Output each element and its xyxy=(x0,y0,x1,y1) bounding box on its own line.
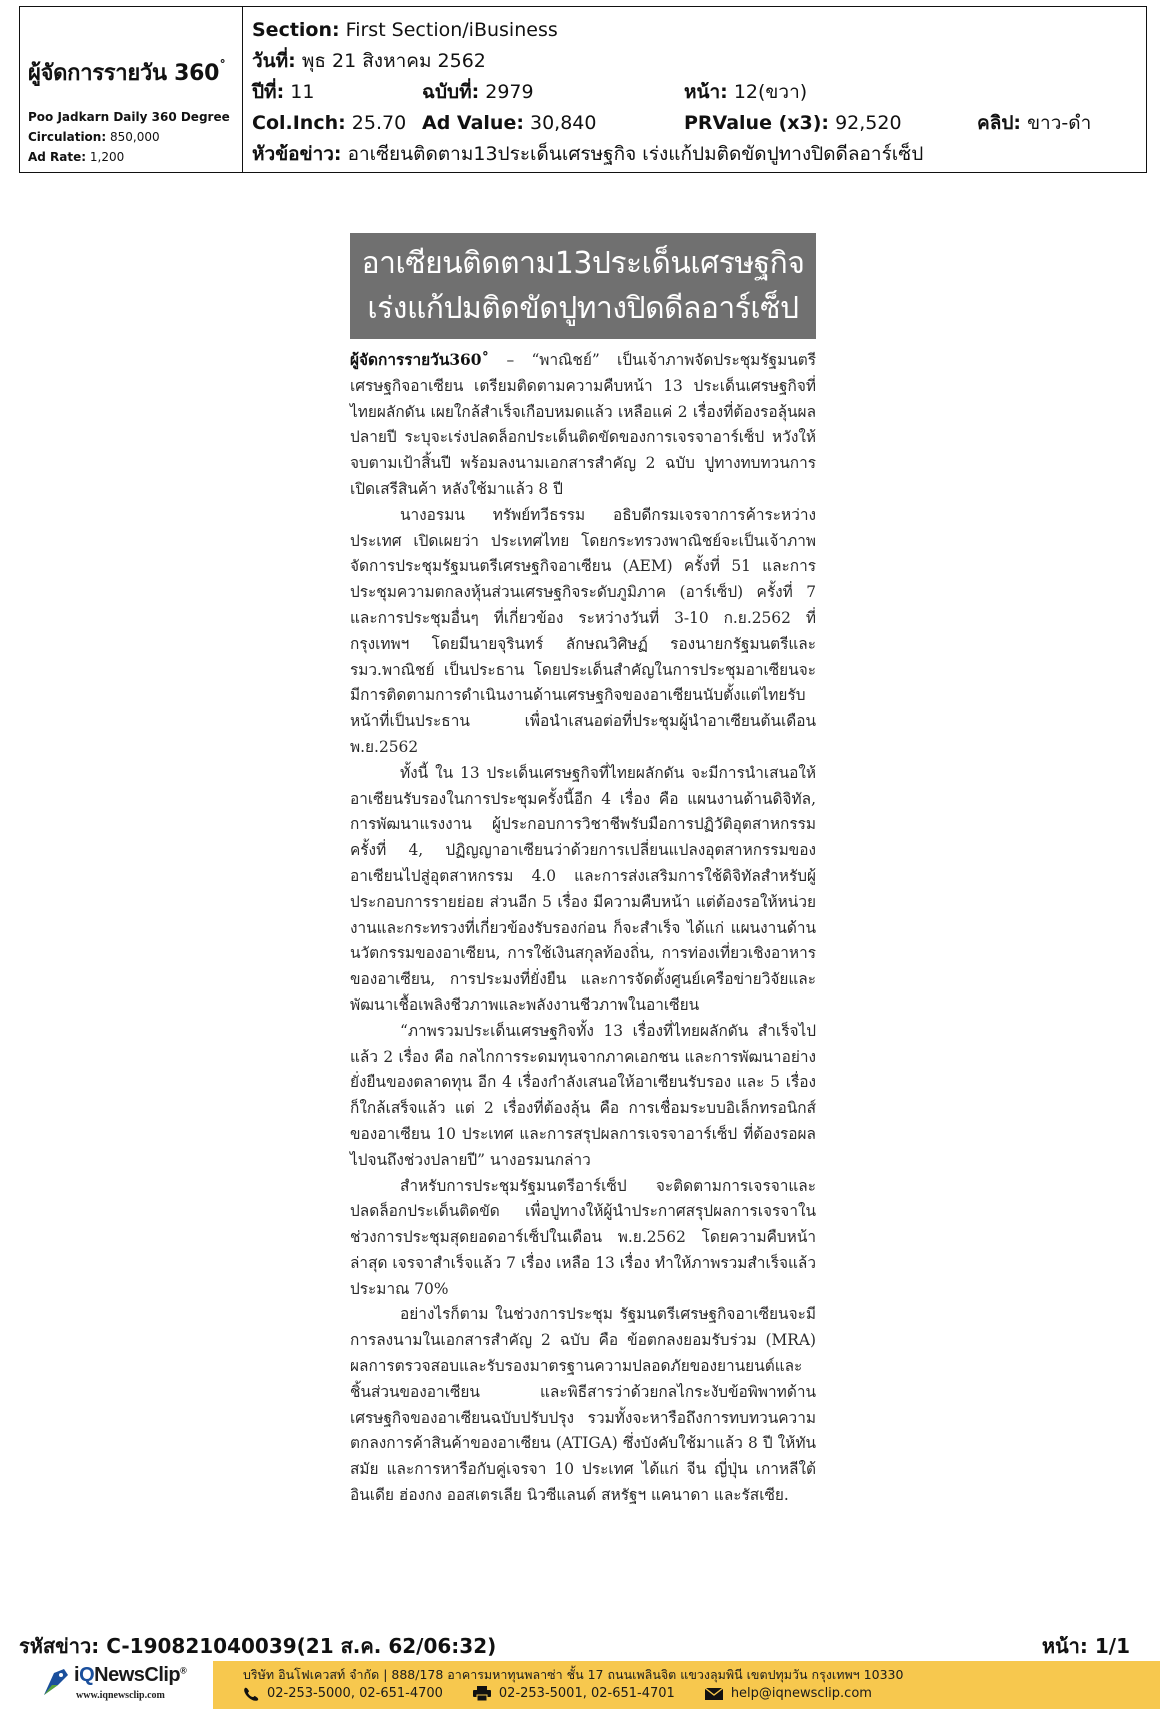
ad-rate xyxy=(28,150,242,164)
logo-q: Q xyxy=(79,1664,95,1686)
publication-degree: ˚ xyxy=(219,59,226,76)
printer-icon xyxy=(473,1686,491,1701)
article-title-line-2: เร่งแก้ปมติดขัดปูทางปิดดีลอาร์เซ็ป xyxy=(367,291,799,326)
clip-metadata-panel xyxy=(243,7,1146,172)
circulation xyxy=(28,130,242,144)
circulation-label: Circulation: xyxy=(28,130,107,144)
article-title-line-1: อาเซียนติดตาม13ประเด็นเศรษฐกิจ xyxy=(361,246,805,281)
company-info xyxy=(213,1661,1160,1709)
date-label: วันที่: xyxy=(252,50,296,72)
pen-nib-logo-icon xyxy=(42,1667,72,1697)
headline-label: หัวข้อข่าว: xyxy=(252,143,342,165)
clip-type-value: ขาว-ดำ xyxy=(1027,112,1092,134)
advalue-value: 30,840 xyxy=(529,112,597,134)
publication-name-text: ผู้จัดการรายวัน 360 xyxy=(28,61,220,86)
clip-type-cell xyxy=(977,108,1091,139)
issue-value: 2979 xyxy=(485,81,534,103)
logo-i: i xyxy=(74,1664,80,1686)
email-address[interactable]: help@iqnewsclip.com xyxy=(730,1686,872,1701)
ad-rate-value: 1,200 xyxy=(89,150,125,164)
section-row xyxy=(252,15,1146,46)
prvalue-label: PRValue (x3): xyxy=(684,112,830,134)
headline-value: อาเซียนติดตาม13ประเด็นเศรษฐกิจ เร่งแก้ปมติดขัดปูทางปิดดีลอาร์เซ็ป xyxy=(347,143,924,165)
publication-panel xyxy=(20,7,243,172)
phone-number: 02-253-5000, 02-651-4700 xyxy=(267,1686,443,1701)
colinch-label: Col.Inch: xyxy=(252,112,346,134)
logo-rest: NewsClip xyxy=(94,1664,181,1686)
advalue-cell xyxy=(422,108,596,139)
date-row xyxy=(252,46,1146,77)
phone-contact xyxy=(243,1686,443,1701)
circulation-value: 850,000 xyxy=(109,130,160,144)
year-label: ปีที่: xyxy=(252,81,285,103)
iqnewsclip-logo[interactable] xyxy=(0,1661,213,1709)
year-cell xyxy=(252,77,314,108)
byline: ผู้จัดการรายวัน360˚ xyxy=(350,351,490,369)
publication-name xyxy=(28,55,242,90)
logo-wordmark xyxy=(74,1664,186,1687)
issue-cell xyxy=(422,77,534,108)
news-code: รหัสข่าว: C-190821040039(21 ส.ค. 62/06:32) xyxy=(19,1634,497,1658)
prvalue-cell xyxy=(684,108,902,139)
colinch-cell xyxy=(252,108,406,139)
fax-number: 02-253-5001, 02-651-4701 xyxy=(498,1686,675,1701)
headline-row xyxy=(252,139,1146,170)
logo-registered-mark: ® xyxy=(180,1665,187,1676)
article-paragraph: นางอรมน ทรัพย์ทวีธรรม อธิบดีกรมเจรจาการค้าระหว่างประเทศ เปิดเผยว่า ประเทศไทย โดยกระทรวงพาณิชย์จะเป็นเจ้าภาพจัดการประชุมรัฐมนตรีเศรษฐกิจอาเซียน (AEM) ครั้งที่ 51 และการประชุมความตกลงหุ้นส่วนเศรษฐกิจระดับภูมิภาค (อาร์เซ็ป) ครั้งที่ 7 และการประชุมอื่นๆ ที่เกี่ยวข้อง ระหว่างวันที่ 3-10 ก.ย.2562 ที่กรุงเทพฯ โดยมีนายจุรินทร์ ลักษณวิศิษฏ์ รองนายกรัฐมนตรีและ รมว.พาณิชย์ เป็นประธาน โดยประเด็นสำคัญในการประชุมอาเซียนจะมีการติดตามการดำเนินงานด้านเศรษฐกิจของอาเซียนนับตั้งแต่ไทยรับหน้าที่เป็นประธาน เพื่อนำเสนอต่อที่ประชุมผู้นำอาเซียนต้นเดือน พ.ย.2562 xyxy=(350,505,816,756)
article-paragraph: “ภาพรวมประเด็นเศรษฐกิจทั้ง 13 เรื่องที่ไทยผลักดัน สำเร็จไปแล้ว 2 เรื่อง คือ กลไกการระดมทุนจากภาคเอกชน และการพัฒนาอย่างยั่งยืนของตลาดทุน อีก 4 เรื่องกำลังเสนอให้อาเซียนรับรอง และ 5 เรื่อง ก็ใกล้เสร็จแล้ว แต่ 2 เรื่องที่ต้องลุ้น คือ การเชื่อมระบบอิเล็กทรอนิกส์ของอาเซียน 10 ประเทศ และการสรุปผลการเจรจาอาร์เซ็ป ที่ต้องรอผลไปจนถึงช่วงปลายปี” นางอรมนกล่าว xyxy=(350,1021,816,1169)
lead-text: – “พาณิชย์” เป็นเจ้าภาพจัดประชุมรัฐมนตรีเศรษฐกิจอาเซียน เตรียมติดตามความคืบหน้า 13 ประเด็นเศรษฐกิจที่ไทยผลักดัน เผยใกล้สำเร็จเกือบหมดแล้ว เหลือแค่ 2 เรื่องที่ต้องรอลุ้นผลปลายปี ระบุจะเร่งปลดล็อกประเด็นติดขัดของการเจรจาอาร์เซ็ป หวังให้จบตามเป้าสิ้นปี พร้อมลงนามเอกสารสำคัญ 2 ฉบับ ปูทางทบทวนการเปิดเสรีสินค้า หลังใช้มาแล้ว 8 ปี xyxy=(350,351,816,498)
issue-label: ฉบับที่: xyxy=(422,81,480,103)
clip-info-box xyxy=(19,6,1147,173)
contact-row xyxy=(243,1686,902,1701)
issue-row xyxy=(252,77,1146,108)
article-body xyxy=(350,348,816,1509)
colinch-value: 25.70 xyxy=(351,112,407,134)
mail-icon xyxy=(705,1688,723,1700)
page-value: 12(ขวา) xyxy=(733,81,808,103)
footer-bar xyxy=(0,1661,1160,1709)
year-value: 11 xyxy=(290,81,315,103)
advalue-label: Ad Value: xyxy=(422,112,524,134)
logo-url: www.iqnewsclip.com xyxy=(76,1690,165,1701)
article-paragraph: ทั้งนี้ ใน 13 ประเด็นเศรษฐกิจที่ไทยผลักดัน จะมีการนำเสนอให้อาเซียนรับรองในการประชุมครั้งนี้อีก 4 เรื่อง คือ แผนงานด้านดิจิทัล, การพัฒนาแรงงาน ผู้ประกอบการวิชาชีพรับมือการปฏิวัติอุตสาหกรรมครั้งที่ 4, ปฏิญญาอาเซียนว่าด้วยการเปลี่ยนแปลงอุตสาหกรรมของอาเซียนไปสู่อุตสาหกรรม 4.0 และการส่งเสริมการใช้ดิจิทัลสำหรับผู้ประกอบการรายย่อย ส่วนอีก 5 เรื่อง มีความคืบหน้า แต่ต้องรอให้หน่วยงานและกระทรวงที่เกี่ยวข้องรับรองก่อน ก็จะสำเร็จ ได้แก่ แผนงานด้านนวัตกรรมของอาเซียน, การใช้เงินสกุลท้องถิ่น, การท่องเที่ยวเชิงอาหารของอาเซียน, การประมงที่ยั่งยืน และการจัดตั้งศูนย์เครือข่ายวิจัยและพัฒนาเชื้อเพลิงชีวภาพและพลังงานชีวภาพในอาเซียน xyxy=(350,763,816,1014)
article-paragraph: สำหรับการประชุมรัฐมนตรีอาร์เซ็ป จะติดตามการเจรจาและปลดล็อกประเด็นติดขัด เพื่อปูทางให้ผู้นำประกาศสรุปผลการเจรจาในช่วงการประชุมสุดยอดอาร์เซ็ปในเดือน พ.ย.2562 โดยความคืบหน้าล่าสุด เจรจาสำเร็จแล้ว 7 เรื่อง เหลือ 13 เรื่อง ทำให้ภาพรวมสำเร็จแล้วประมาณ 70% xyxy=(350,1176,816,1298)
page-number: หน้า: 1/1 xyxy=(1041,1634,1130,1658)
article-paragraph: อย่างไรก็ตาม ในช่วงการประชุม รัฐมนตรีเศรษฐกิจอาเซียนจะมีการลงนามในเอกสารสำคัญ 2 ฉบับ คือ ข้อตกลงยอมรับร่วม (MRA) ผลการตรวจสอบและรับรองมาตรฐานความปลอดภัยของยานยนต์และชิ้นส่วนของอาเซียน และพิธีสารว่าด้วยกลไกระงับข้อพิพาทด้านเศรษฐกิจของอาเซียนฉบับปรับปรุง รวมทั้งจะหารือถึงการทบทวนความตกลงการค้าสินค้าของอาเซียน (ATIGA) ซึ่งบังคับใช้มาแล้ว 8 ปี ให้ทันสมัย และการหารือกับคู่เจรจา 10 ประเทศ ได้แก่ จีน ญี่ปุ่น เกาหลีใต้ อินเดีย ฮ่องกง ออสเตรเลีย นิวซีแลนด์ สหรัฐฯ แคนาดา และรัสเซีย. xyxy=(350,1305,816,1505)
ad-rate-label: Ad Rate: xyxy=(28,150,87,164)
phone-icon xyxy=(243,1687,259,1701)
email-contact[interactable] xyxy=(705,1686,872,1701)
section-value: First Section/iBusiness xyxy=(345,19,558,41)
date-value: พุธ 21 สิงหาคม 2562 xyxy=(301,50,486,72)
section-label: Section: xyxy=(252,19,340,41)
article-paragraph-lead xyxy=(350,348,816,503)
company-address: บริษัท อินโฟเควสท์ จำกัด | 888/178 อาคารมหาทุนพลาซ่า ชั้น 17 ถนนเพลินจิต แขวงลุมพินี เขตปทุมวัน กรุงเทพฯ 10330 xyxy=(243,1667,904,1682)
article-title-block xyxy=(350,233,816,339)
value-row xyxy=(252,108,1146,139)
page-label: หน้า: xyxy=(684,81,728,103)
publication-english-name: Poo Jadkarn Daily 360 Degree xyxy=(28,110,230,124)
page-cell xyxy=(684,77,807,108)
clip-type-label: คลิป: xyxy=(977,112,1022,134)
prvalue-value: 92,520 xyxy=(835,112,902,134)
fax-contact xyxy=(473,1686,675,1701)
